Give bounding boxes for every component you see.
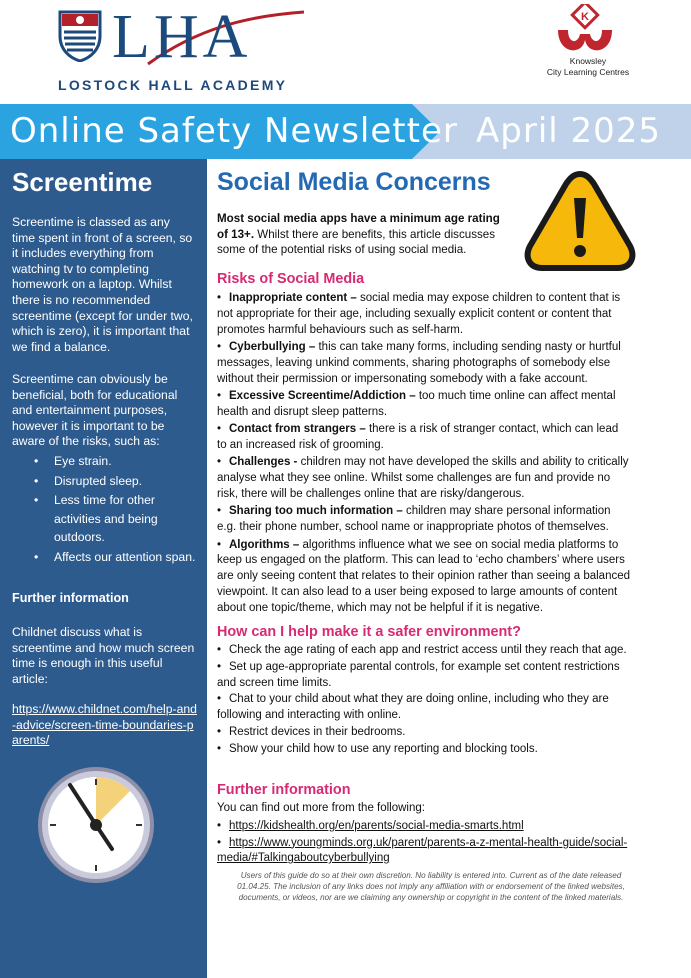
header [0,0,691,100]
main-title: Social Media Concerns [217,168,491,196]
list-item: • Check the age rating of each app and restrict access until they reach that age. [217,644,627,656]
list-item: • Excessive Screentime/Addiction – too much time online can affect mental health and disrupt sleep patterns. [217,389,616,418]
school-crest-icon [56,8,104,62]
newsletter-banner [0,104,691,159]
further-info-heading: Further information [217,782,351,798]
disclaimer: Users of this guide do so at their own discretion. No liability is entered into. Current as of the date released 01.04.25. The inclusion of any links does not imply any affiliation with or endorsement of the linked websites, documents, or videos, nor are we claiming any ownership or copyright in the content of the linked materials. [237,871,625,903]
sidebar-paragraph-1: Screentime is classed as any time spent in front of a screen, so it includes everything from watching tv to completing homework on a laptop. Whilst there is no recommended screentime (except for under two, which is zero), it is important that we find a balance. [12,215,193,354]
clock-icon [36,765,156,885]
knowsley-clc-logo-icon [552,4,618,58]
screentime-risks-list [30,452,200,567]
risks-heading: Risks of Social Media [217,271,365,287]
further-info-intro: You can find out more from the following: [217,802,425,814]
school-name: LOSTOCK HALL ACADEMY [58,77,288,93]
list-item: • Inappropriate content – social media may expose children to content that is not appropriate for their age, including sexually explicit content or content that promotes harmful behaviours such as self-harm. [217,292,621,336]
svg-text:K: K [581,11,589,23]
partner-name: Knowsley City Learning Centres [546,56,630,77]
sidebar-further-heading: Further information [12,591,129,605]
sidebar-further-text: Childnet discuss what is screentime and how much screen time is enough in this useful article: [12,625,195,686]
list-item: • Affects our attention span. [30,548,200,567]
risks-list [217,291,631,618]
list-item: • Contact from strangers – there is a risk of stranger contact, which can lead to an increased risk of grooming. [217,423,619,451]
sidebar-title: Screentime [12,167,153,197]
newsletter-title: Online Safety Newsletter [10,111,458,151]
further-info-links [217,819,631,868]
list-item: • https://kidshealth.org/en/parents/social-media-smarts.html [217,820,524,832]
newsletter-date: April 2025 [476,111,662,151]
list-item: • Restrict devices in their bedrooms. [217,725,406,738]
list-item: • Disrupted sleep. [30,472,200,491]
list-item: • Challenges - children may not have developed the skills and ability to critically analyse what they see online. Whilst some challenges are fun and provide no risk, there will be challenges online that are risky/dangerous. [217,456,629,500]
youngminds-link[interactable]: https://www.youngminds.org.uk/parent/parents-a-z-mental-health-guide/social-media/#Talkingaboutcyberbullying [217,836,628,865]
childnet-link[interactable]: https://www.childnet.com/help-and-advice/screen-time-boundaries-parents/ [12,702,197,748]
list-item: • Show your child how to use any reporting and blocking tools. [217,742,538,755]
list-item: • https://www.youngminds.org.uk/parent/parents-a-z-mental-health-guide/social-media/#Talkingaboutcyberbullying [217,836,628,865]
kidshealth-link[interactable]: https://kidshealth.org/en/parents/social-media-smarts.html [229,820,524,832]
help-list [217,643,631,759]
list-item: • Less time for other activities and being outdoors. [30,491,200,547]
help-heading: How can I help make it a safer environment? [217,624,521,640]
list-item: • Algorithms – algorithms influence what we see on social media platforms to keep us engaged on the platform. This can lead to ‘echo chambers’ where users are only seeing content that relates to their opinion rather than seeing a balanced viewpoint. It can also lead to a user being exposed to large amounts of content about one topic/theme, which may not be helpful if it is negative. [217,538,631,614]
list-item: • Sharing too much information – children may share personal information e.g. their phone number, school name or inappropriate photos of themselves. [217,505,611,534]
screentime-sidebar [0,159,207,978]
list-item: • Set up age-appropriate parental controls, for example set content restrictions and screen time limits. [217,660,620,689]
intro-paragraph: Most social media apps have a minimum age rating of 13+. Whilst there are benefits, this article discusses some of the potential risks of using social media. [217,212,500,256]
warning-icon [524,168,636,272]
list-item: • Chat to your child about what they are doing online, including who they are following and interacting with online. [217,693,609,722]
sidebar-paragraph-2: Screentime can obviously be beneficial, both for educational and entertainment purposes, however it is important to be aware of the risks, such as: [12,372,178,449]
list-item: • Eye strain. [30,452,200,471]
logo-letters: LHA [112,3,252,71]
list-item: • Cyberbullying – this can take many forms, including sending nasty or hurtful messages, leaving unkind comments, sharing photographs of somebody else without their permission or impersonating somebody with a fake account. [217,340,621,385]
